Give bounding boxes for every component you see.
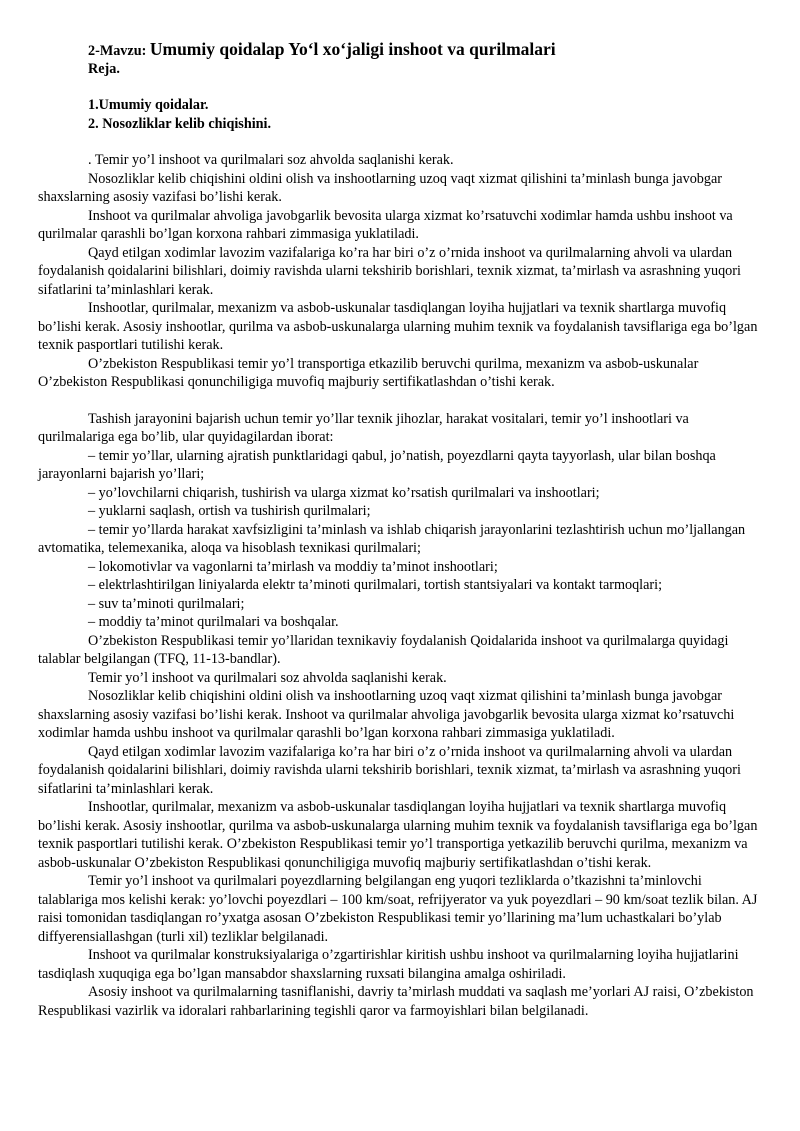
paragraph: Nosozliklar kelib chiqishini oldini olish va inshootlarning uzoq vaqt xizmat qilishini ta’minlash bunga javobgar shaxslarning asosiy vazifasi bo’lishi kerak. — [38, 170, 723, 205]
plan-list — [88, 96, 760, 133]
list-item: – suv ta’minoti qurilmalari; — [88, 595, 245, 612]
paragraph: Inshootlar, qurilmalar, mexanizm va asbob-uskunalar tasdiqlangan loyiha hujjatlari va texnik shartlarga muvofiq bo’lishi kerak. Asosiy inshootlar, qurilma va asbob-uskunalarga ularning muhim texnik va foydalanish tavsiflariga ega bo’lgan texnik pasportlari tutilishi kerak. O’zbekiston Respublikasi temir yo’l transportiga yetkazilib beruvchi qurilma, mexanizm va asbob-uskunalar O’zbekiston Respublikasi qonunchiligiga muvofiq majburiy sertifikatlashdan o’tishi kerak. — [38, 799, 758, 871]
paragraph: Inshoot va qurilmalar ahvoliga javobgarlik bevosita ularga xizmat ko’rsatuvchi xodimlar hamda ushbu inshoot va qurilmalar qarashli bo’lgan korxona rahbari zimmasiga yuklatiladi. — [38, 207, 733, 242]
list-item: – temir yo’llarda harakat xavfsizligini ta’minlash va ishlab chiqarish jarayonlarini tezlashtirish uchun mo’ljallangan avtomatika, telemexanika, aloqa va hisoblash texnikasi qurilmalari; — [38, 521, 746, 556]
paragraph: Qayd etilgan xodimlar lavozim vazifalariga ko’ra har biri o’z o’rnida inshoot va qurilmalarning ahvoli va ulardan foydalanish qoidalarini bilishlari, doimiy ravishda ularni tekshirib borishlari, texnik xizmat, ta’mirlash va asrashning yuqori sifatlarini ta’minlashlari kerak. — [38, 743, 741, 797]
plan-item: 2. Nosozliklar kelib chiqishini. — [88, 115, 272, 132]
paragraph: Inshoot va qurilmalar konstruksiyalariga o’zgartirishlar kiritish ushbu inshoot va qurilmalarning loyiha hujjatlarini tasdiqlash xuquqiga ega bo’lgan mansabdor shaxslarning ruxsati bilangina amalga oshiriladi. — [38, 947, 739, 982]
paragraph: Qayd etilgan xodimlar lavozim vazifalariga ko’ra har biri o’z o’rnida inshoot va qurilmalarning ahvoli va ulardan foydalanish qoidalarini bilishlari, doimiy ravishda ularni tekshirib borishlari, texnik xizmat, ta’mirlash va asrashning yuqori sifatlarini ta’minlashlari kerak. — [38, 244, 741, 298]
paragraph: Tashish jarayonini bajarish uchun temir yo’llar texnik jihozlar, harakat vositalari, temir yo’l inshootlari va qurilmalariga ega bo’lib, ular quyidagilardan iborat: — [38, 410, 689, 445]
paragraph: O’zbekiston Respublikasi temir yo’l transportiga etkazilib beruvchi qurilma, mexanizm va asbob-uskunalar O’zbekiston Respublikasi qonunchiligiga muvofiq majburiy sertifikatlashdan o’tishi kerak. — [38, 355, 699, 390]
paragraph: Temir yo’l inshoot va qurilmalari poyezdlarning belgilangan eng yuqori tezliklarda o’tkazishni ta’minlovchi talablariga mos kelishi kerak: yo’lovchi poyezdlari – 100 km/soat, refrijyerator va yuk poyezdlari – 90 km/soat tezlik bilan. AJ raisi tomonidan tasdiqlangan ro’yxatga asosan O’zbekiston Respublikasi temir yo’llarining ma’lum uchastkalari bo’ylab diffyerensiallashgan (turli xil) tezliklar belgilanadi. — [38, 873, 758, 945]
plan-item: 1.Umumiy qoidalar. — [88, 97, 209, 113]
paragraph: . Temir yo’l inshoot va qurilmalari soz ahvolda saqlanishi kerak. — [88, 152, 454, 168]
list-item: – elektrlashtirilgan liniyalarda elektr ta’minoti qurilmalari, tortish stantsiyalari va kontakt tarmoqlari; — [88, 577, 663, 593]
paragraph: Inshootlar, qurilmalar, mexanizm va asbob-uskunalar tasdiqlangan loyiha hujjatlari va texnik shartlarga muvofiq bo’lishi kerak. Asosiy inshootlar, qurilma va asbob-uskunalarga ularning muhim texnik va foydalanish tavsiflariga ega bo’lgan texnik pasportlari tutilishi kerak. — [38, 300, 758, 353]
plan-heading: Reja. — [88, 61, 120, 77]
topic-prefix: 2-Mavzu: — [88, 43, 147, 59]
list-item: – temir yo’llar, ularning ajratish punktlaridagi qabul, jo’natish, poyezdlarni qayta tayyorlash, ular bilan boshqa jarayonlarni bajarish yo’llari; — [38, 447, 716, 482]
list-item: – lokomotivlar va vagonlarni ta’mirlash va moddiy ta’minot inshootlari; — [88, 558, 498, 575]
list-item: – yuklarni saqlash, ortish va tushirish qurilmalari; — [88, 503, 371, 519]
topic-heading — [88, 40, 760, 60]
list-item: – moddiy ta’minot qurilmalari va boshqalar. — [88, 614, 339, 630]
paragraph: O’zbekiston Respublikasi temir yo’llaridan texnikaviy foydalanish Qoidalarida inshoot va qurilmalarga quyidagi talablar belgilangan (TFQ, 11-13-bandlar). — [38, 632, 729, 667]
topic-title: Umumiy qoidalap Yo‘l xo‘jaligi inshoot va qurilmalari — [149, 39, 556, 59]
paragraph: Nosozliklar kelib chiqishini oldini olish va inshootlarning uzoq vaqt xizmat qilishini ta’minlash bunga javobgar shaxslarning asosiy vazifasi bo’lishi kerak. Inshoot va qurilmalar ahvoliga javobgarlik bevosita ularga xizmat ko’rsatuvchi xodimlar hamda ushbu inshoot va qurilmalar qarashli bo’lgan korxona rahbari zimmasiga yuklatiladi. — [38, 688, 735, 741]
body-text — [38, 151, 760, 1020]
list-item: – yo’lovchilarni chiqarish, tushirish va ularga xizmat ko’rsatish qurilmalari va inshootlari; — [88, 484, 600, 501]
paragraph: Asosiy inshoot va qurilmalarning tasniflanishi, davriy ta’mirlash muddati va saqlash me’yorlari AJ raisi, O’zbekiston Respublikasi vazirlik va idoralari rahbarlarining tegishli qaror va farmoyishlari bilan belgilanadi. — [38, 984, 754, 1019]
paragraph: Temir yo’l inshoot va qurilmalari soz ahvolda saqlanishi kerak. — [88, 669, 447, 686]
